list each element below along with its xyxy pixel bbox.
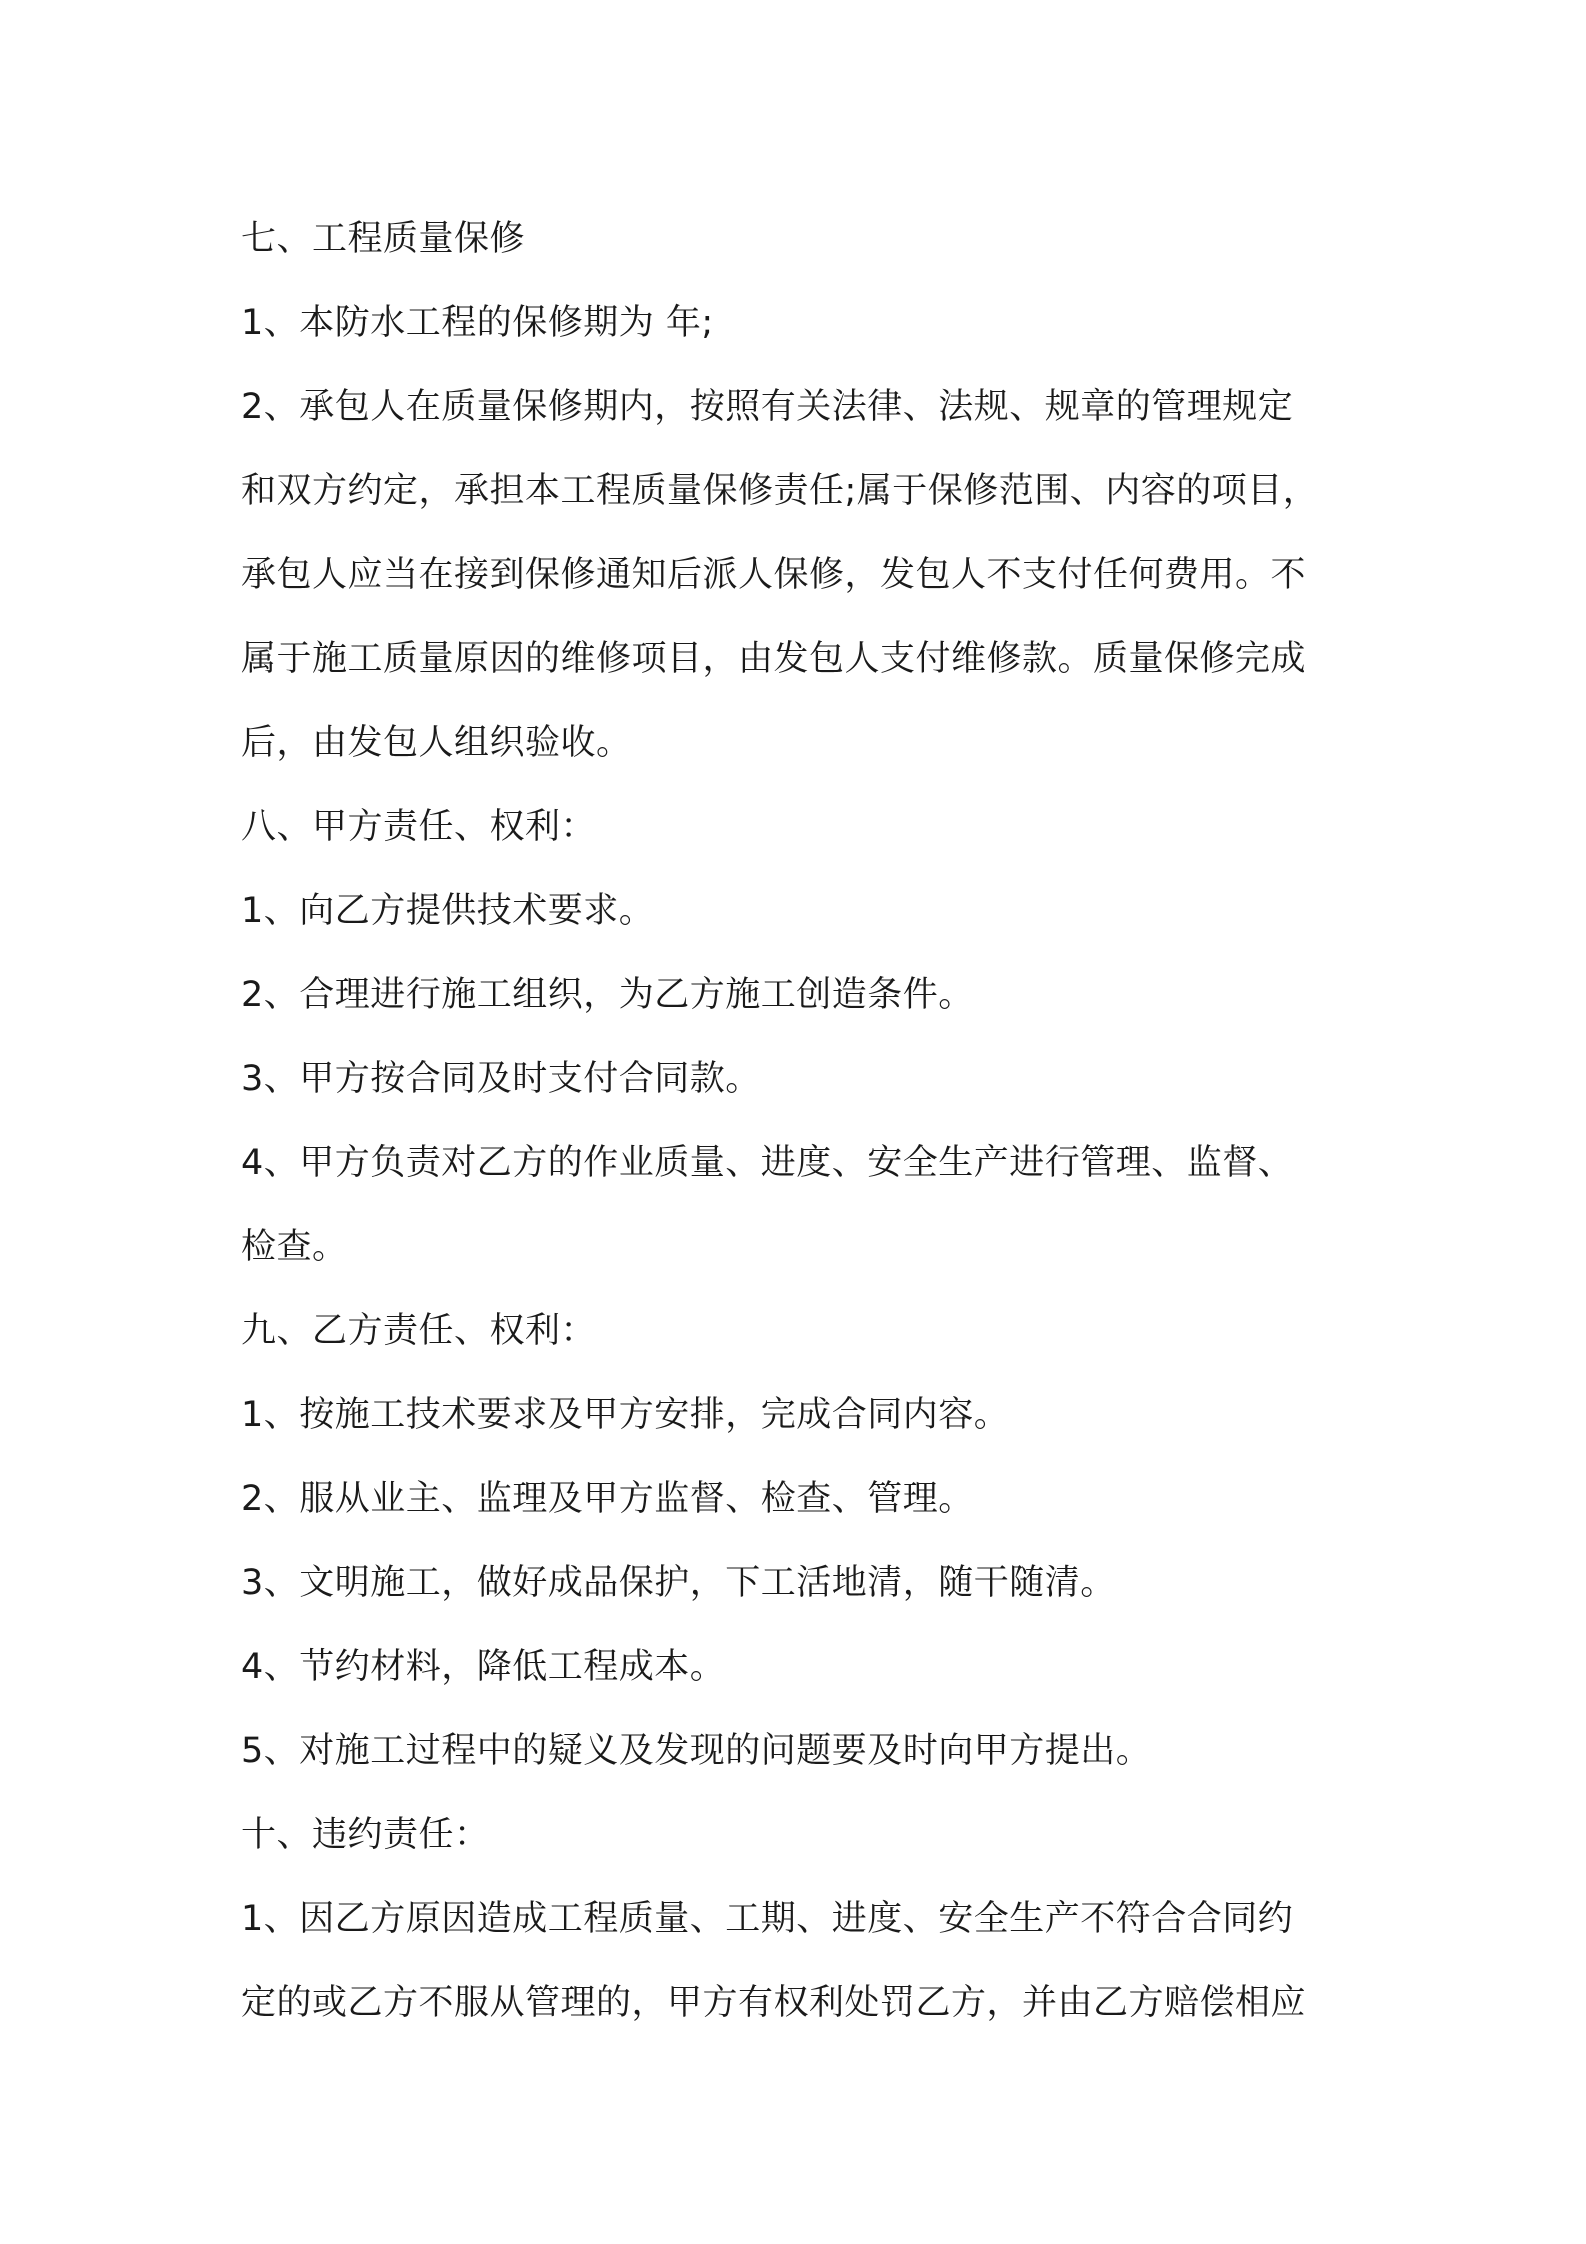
text-line: 检查。	[241, 1227, 348, 1267]
text-line: 3、甲方按合同及时支付合同款。	[241, 1059, 761, 1099]
text-line: 后，由发包人组织验收。	[241, 723, 632, 763]
text-line: 1、因乙方原因造成工程质量、工期、进度、安全生产不符合合同约	[241, 1899, 1294, 1939]
text-line: 和双方约定，承担本工程质量保修责任;属于保修范围、内容的项目，	[241, 471, 1319, 511]
section-heading-7: 七、工程质量保修	[241, 219, 526, 259]
text-line: 4、节约材料，降低工程成本。	[241, 1647, 726, 1687]
text-line: 2、服从业主、监理及甲方监督、检查、管理。	[241, 1479, 974, 1519]
text-line: 定的或乙方不服从管理的，甲方有权利处罚乙方，并由乙方赔偿相应	[241, 1983, 1307, 2023]
text-line: 2、承包人在质量保修期内，按照有关法律、法规、规章的管理规定	[241, 387, 1294, 427]
text-line: 承包人应当在接到保修通知后派人保修，发包人不支付任何费用。不	[241, 555, 1307, 595]
section-heading-8: 八、甲方责任、权利：	[241, 807, 597, 847]
text-line: 属于施工质量原因的维修项目，由发包人支付维修款。质量保修完成	[241, 639, 1307, 679]
text-line: 1、向乙方提供技术要求。	[241, 891, 655, 931]
text-line: 1、按施工技术要求及甲方安排，完成合同内容。	[241, 1395, 1010, 1435]
document-body	[241, 197, 1361, 2045]
text-line: 2、合理进行施工组织，为乙方施工创造条件。	[241, 975, 974, 1015]
text-line: 1、本防水工程的保修期为 年;	[241, 303, 714, 343]
text-line: 4、甲方负责对乙方的作业质量、进度、安全生产进行管理、监督、	[241, 1143, 1294, 1183]
text-line: 3、文明施工，做好成品保护，下工活地清，随干随清。	[241, 1563, 1116, 1603]
section-heading-9: 九、乙方责任、权利：	[241, 1311, 597, 1351]
section-heading-10: 十、违约责任：	[241, 1815, 490, 1855]
text-line: 5、对施工过程中的疑义及发现的问题要及时向甲方提出。	[241, 1731, 1152, 1771]
